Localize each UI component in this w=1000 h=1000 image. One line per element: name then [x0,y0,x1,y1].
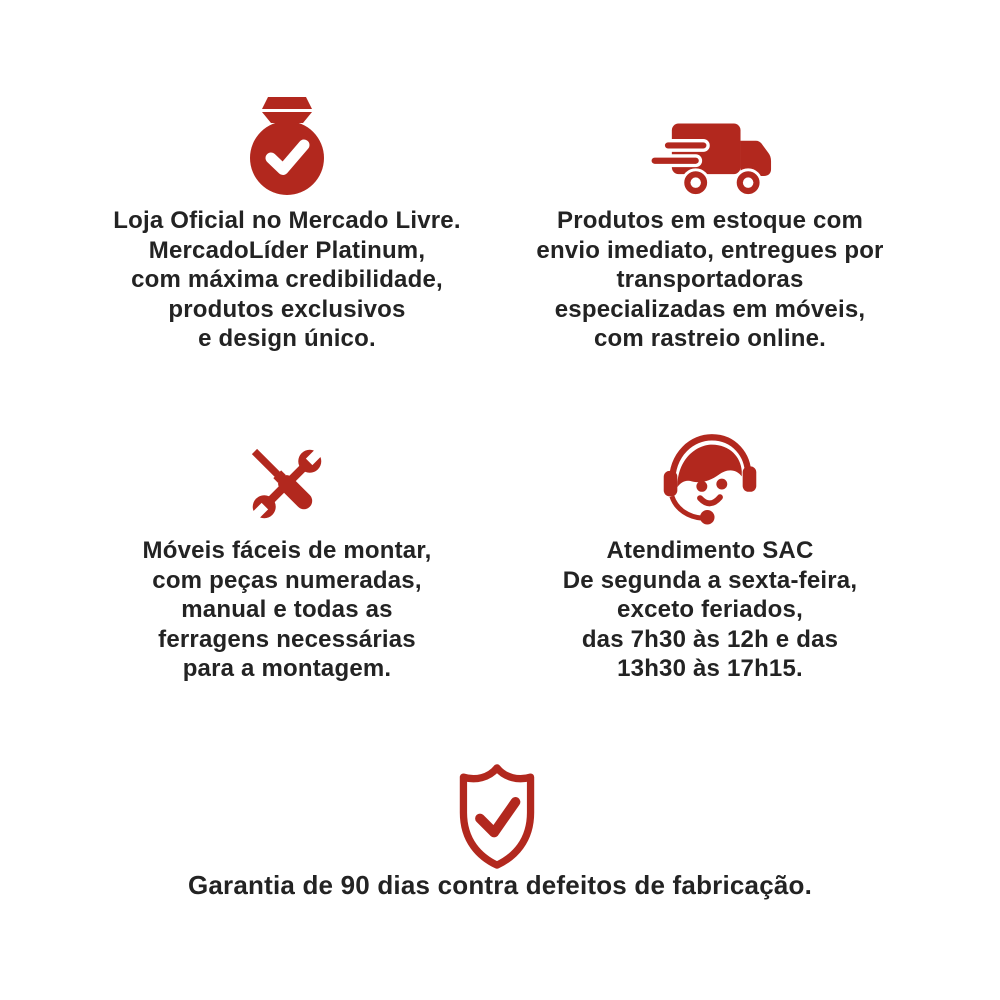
crossed-tools-icon [241,438,333,530]
text-line: Produtos em estoque com [557,207,863,234]
text-line: envio imediato, entregues por [536,236,884,264]
text-line: transportadoras [616,266,804,293]
text-line: 13h30 às 17h15. [617,655,803,682]
text-line: De segunda a sexta-feira, [562,566,858,594]
official-store-text [67,206,507,354]
text-line: exceto feriados, [617,596,803,623]
medal-check-icon [248,97,326,195]
headset-agent-icon [660,431,760,529]
support-text [490,536,930,684]
shield-check-icon [453,763,541,870]
text-line: das 7h30 às 12h e das [581,625,839,653]
text-line: com peças numeradas, [152,566,422,594]
warranty-text [0,869,1000,901]
text-line: Móveis fáceis de montar, [142,537,432,564]
assembly-text [67,536,507,684]
text-line: Loja Oficial no Mercado Livre. [113,207,461,234]
text-line: MercadoLíder Platinum, [148,236,426,264]
text-line: manual e todas as [181,596,393,623]
text-line: Garantia de 90 dias contra defeitos de fabricação. [187,870,813,900]
text-line: e design único. [198,325,376,352]
shipping-text [490,206,930,354]
fast-delivery-truck-icon [648,111,772,199]
text-line: ferragens necessárias [158,625,416,653]
text-line: produtos exclusivos [168,295,406,323]
text-line: com máxima credibilidade, [131,266,443,293]
text-line: com rastreio online. [593,325,827,352]
text-line: Atendimento SAC [606,537,814,564]
text-line: para a montagem. [182,655,392,682]
text-line: especializadas em móveis, [554,295,866,323]
